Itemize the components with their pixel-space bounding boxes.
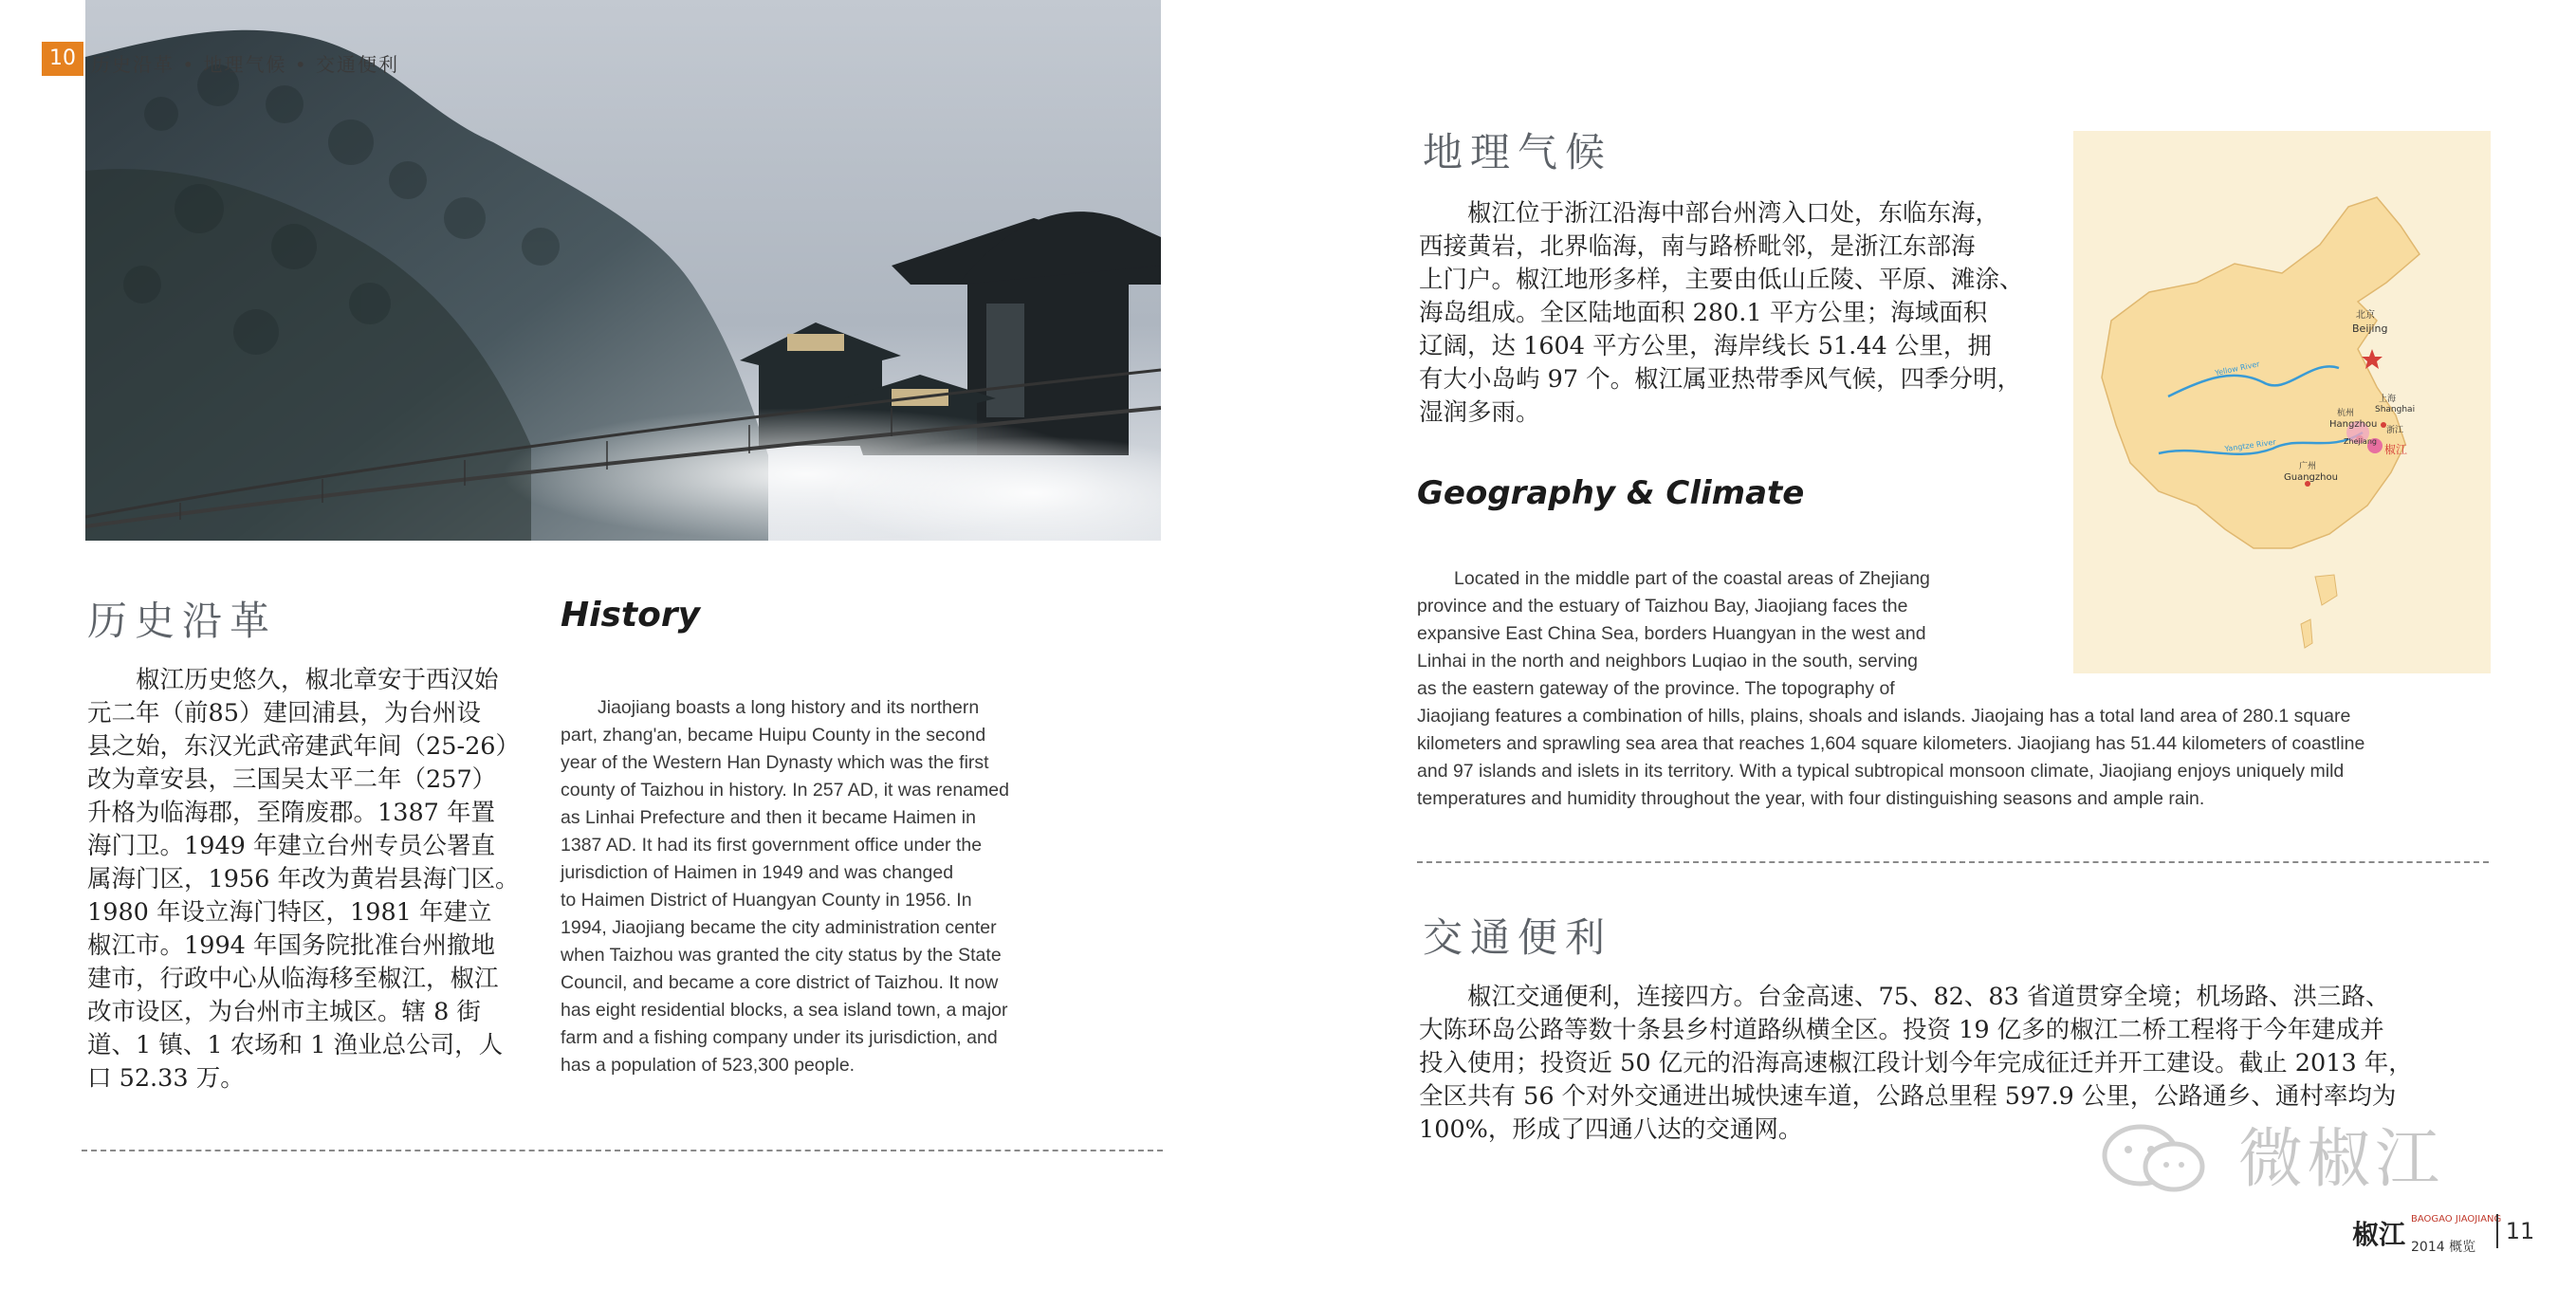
text-line: 100%，形成了四通八达的交通网。 <box>1419 1115 1803 1144</box>
text-line: 椒江市。1994 年国务院批准台州撤地 <box>87 931 496 960</box>
text-line: Located in the middle part of the coastal areas of Zhejiang <box>1417 568 1930 589</box>
transport-zh-heading: 交通便利 <box>1423 914 1613 961</box>
map-label-jiaojiang: 椒江 <box>2384 443 2408 456</box>
text-line: 椒江历史悠久，椒北章安于西汉始 <box>87 666 499 694</box>
text-line: when Taizhou was granted the city status by the State <box>561 945 1002 966</box>
map-label-hangzhou: Hangzhou <box>2329 419 2378 430</box>
text-line: expansive East China Sea, borders Huangyan in the west and <box>1417 623 1926 644</box>
text-line: as Linhai Prefecture and then it became Haimen in <box>561 807 976 828</box>
wechat-icon <box>2098 1119 2212 1195</box>
geography-zh-heading: 地理气候 <box>1423 129 1613 175</box>
map-label-shanghai-zh: 上海 <box>2379 395 2397 404</box>
geography-en-heading: Geography & Climate <box>1417 474 1805 512</box>
footer-year-label: 2014 概览 <box>2411 1240 2476 1255</box>
map-label-zhejiang: Zhejiang <box>2344 437 2377 446</box>
text-line: 1994, Jiaojiang became the city administration center <box>561 917 997 938</box>
china-location-map <box>2073 131 2491 673</box>
text-line: has a population of 523,300 people. <box>561 1055 856 1076</box>
footer-brand-logo: 椒江 <box>2352 1219 2406 1250</box>
map-label-shanghai: Shanghai <box>2375 405 2416 414</box>
text-line: 元二年（前85）建回浦县，为台州设 <box>87 699 481 727</box>
section-divider-right <box>1417 861 2489 863</box>
text-line: 全区共有 56 个对外交通进出城快速车道，公路总里程 597.9 公里，公路通乡、通村率均为 <box>1419 1082 2397 1111</box>
text-line: Jiaojiang boasts a long history and its northern <box>561 697 980 718</box>
text-line: 1387 AD. It had its first government office under the <box>561 835 983 856</box>
text-line: Jiaojiang features a combination of hills, plains, shoals and islands. Jiaojaing has a total land area of 280.1 square <box>1417 706 2351 727</box>
text-line: temperatures and humidity throughout the year, with four distinguishing seasons and ample rain. <box>1417 788 2205 809</box>
text-line: 椒江交通便利，连接四方。台金高速、75、82、83 省道贯穿全境；机场路、洪三路、 <box>1419 983 2390 1011</box>
text-line: 道、1 镇、1 农场和 1 渔业总公司，人 <box>87 1031 504 1059</box>
text-line: 建市，行政中心从临海移至椒江，椒江 <box>87 965 499 993</box>
text-line: 辽阔，达 1604 平方公里，海岸线长 51.44 公里，拥 <box>1419 332 1992 360</box>
map-label-yellow-river: Yellow River <box>2214 359 2261 377</box>
text-line: 投入使用；投资近 50 亿元的沿海高速椒江段计划今年完成征迁并开工建设。截止 2013 年， <box>1419 1049 2413 1077</box>
map-label-yangtze-river: Yangtze River <box>2224 437 2277 453</box>
text-line: as the eastern gateway of the province. The topography of <box>1417 678 1895 699</box>
china-outline <box>2102 197 2420 548</box>
text-line: 县之始，东汉光武帝建武年间（25-26） <box>87 732 521 761</box>
page-number-right: 11 <box>2496 1214 2542 1248</box>
text-line: 海门卫。1949 年建立台州专员公署直 <box>87 832 496 860</box>
text-line: to Haimen District of Huangyan County in 1956. In <box>561 890 972 911</box>
map-label-guangzhou-zh: 广州 <box>2299 462 2317 471</box>
text-line: 改为章安县，三国吴太平二年（257） <box>87 765 497 794</box>
map-label-hangzhou-zh: 杭州 <box>2337 409 2355 418</box>
text-line: 湿润多雨。 <box>1419 398 1540 427</box>
history-en-body <box>561 694 1073 1079</box>
text-line: 1980 年设立海门特区，1981 年建立 <box>87 898 492 927</box>
text-line: farm and a fishing company under its jurisdiction, and <box>561 1027 998 1048</box>
map-label-beijing: Beijing <box>2352 322 2388 335</box>
text-line: Linhai in the north and neighbors Luqiao in the south, serving <box>1417 651 1918 672</box>
text-line: part, zhang'an, became Huipu County in the second <box>561 725 986 746</box>
text-line: 升格为临海郡，至隋废郡。1387 年置 <box>87 799 496 827</box>
text-line: county of Taizhou in history. In 257 AD, it was renamed <box>561 780 1009 801</box>
map-label-guangzhou: Guangzhou <box>2284 472 2338 483</box>
watermark-text: 微椒江 <box>2238 1122 2444 1197</box>
text-line: province and the estuary of Taizhou Bay, Jiaojiang faces the <box>1417 596 1908 617</box>
section-divider-left <box>82 1150 1163 1151</box>
page-number-left: 10 <box>42 42 83 76</box>
running-header: 历史沿革 • 地理气候 • 交通便利 <box>91 53 400 76</box>
history-zh-body <box>87 664 533 1096</box>
text-line: 大陈环岛公路等数十条县乡村道路纵横全区。投资 19 亿多的椒江二桥工程将于今年建成并 <box>1419 1016 2384 1044</box>
text-line: 有大小岛屿 97 个。椒江属亚热带季风气候，四季分明， <box>1419 365 2022 394</box>
history-en-heading: History <box>561 596 701 635</box>
text-line: 椒江位于浙江沿海中部台州湾入口处，东临东海， <box>1419 199 2000 228</box>
text-line: has eight residential blocks, a sea island town, a major <box>561 1000 1008 1021</box>
text-line: jurisdiction of Haimen in 1949 and was changed <box>561 862 954 883</box>
history-zh-heading: 历史沿革 <box>87 598 278 644</box>
text-line: and 97 islands and islets in its territory. With a typical subtropical monsoon climate, Jiaojiang enjoys uniquely mild <box>1417 761 2345 782</box>
map-label-beijing-zh: 北京 <box>2356 310 2375 321</box>
text-line: 属海门区，1956 年改为黄岩县海门区。 <box>87 865 520 893</box>
text-line: 西接黄岩，北界临海，南与路桥毗邻，是浙江东部海 <box>1419 232 1976 261</box>
text-line: kilometers and sprawling sea area that reaches 1,604 square kilometers. Jiaojiang has 51.44 kilometers of coastline <box>1417 733 2365 754</box>
text-line: 改市设区，为台州市主城区。辖 8 街 <box>87 998 481 1026</box>
text-line: 上门户。椒江地形多样，主要由低山丘陵、平原、滩涂、 <box>1419 266 2024 294</box>
footer-brand-subtitle: BAOGAO JIAOJIANG <box>2411 1214 2502 1225</box>
text-line: Council, and became a core district of Taizhou. It now <box>561 972 999 993</box>
text-line: 海岛组成。全区陆地面积 280.1 平方公里；海域面积 <box>1419 299 1988 327</box>
map-label-zhejiang-zh: 浙江 <box>2386 426 2404 435</box>
text-line: year of the Western Han Dynasty which was the first <box>561 752 989 773</box>
hero-photo-temple-landscape <box>85 0 1161 541</box>
text-line: 口 52.33 万。 <box>87 1064 245 1093</box>
geography-zh-body <box>1419 197 2035 430</box>
